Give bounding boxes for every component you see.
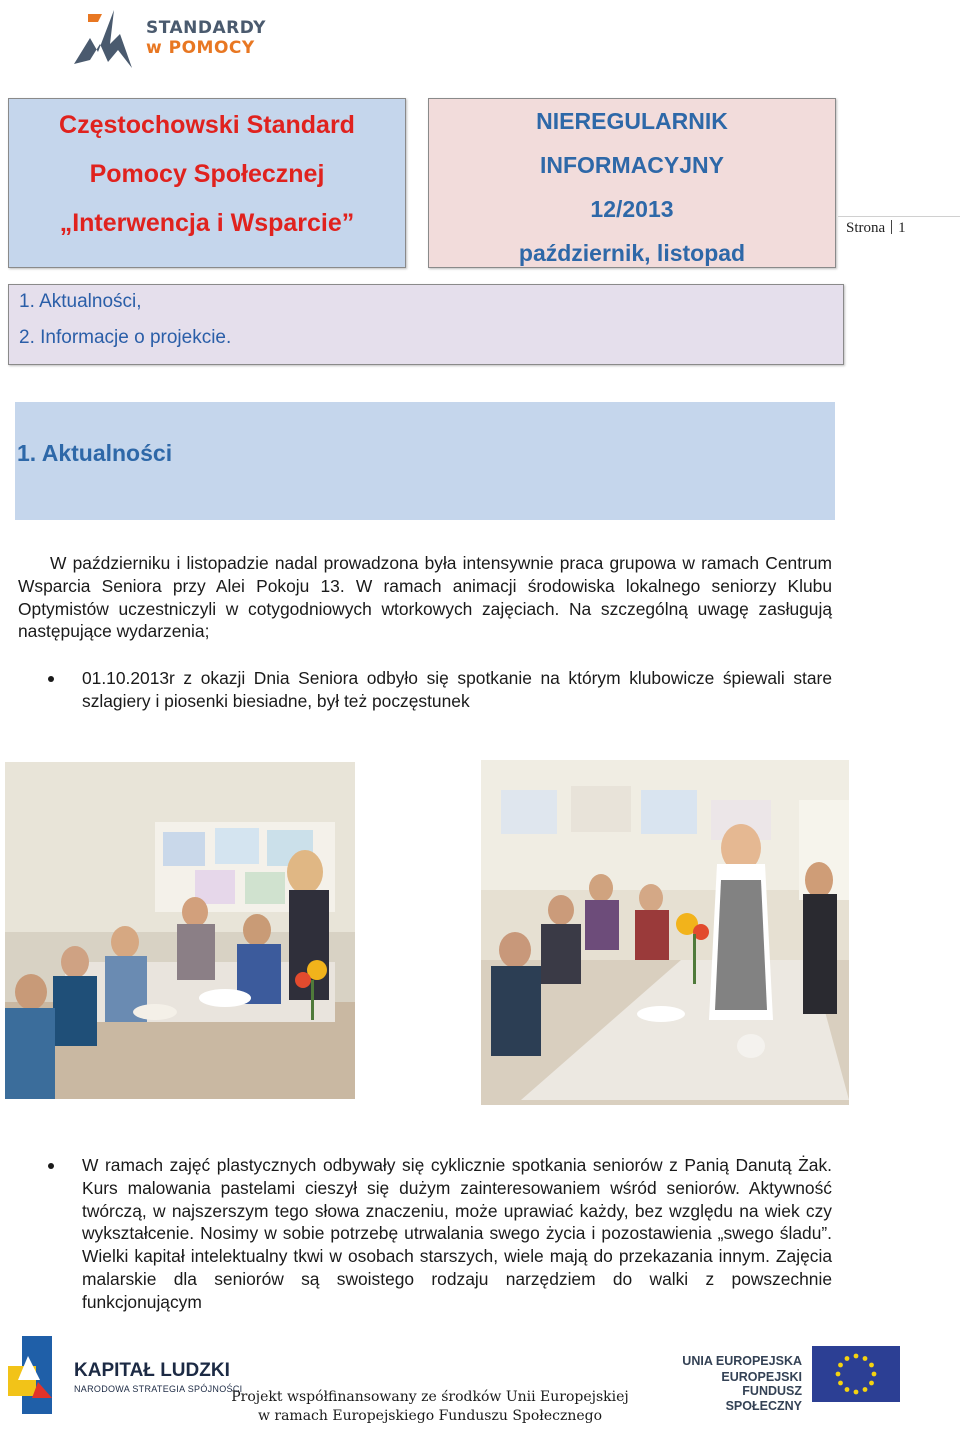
eu-logo: [680, 1344, 900, 1413]
eu-line2: EUROPEJSKI: [721, 1370, 802, 1384]
page-number-label: Strona: [846, 220, 886, 236]
photo-seniors-meeting-2: [481, 760, 849, 1105]
bullet-icon: [48, 676, 54, 682]
project-funding-line2: w ramach Europejskiego Funduszu Społecznego: [257, 1408, 603, 1424]
section-heading: 1. Aktualności: [17, 440, 173, 466]
intro-paragraph: W październiku i listopadzie nadal prowadzona była intensywnie praca grupowa w ramach Centrum Wsparcia Seniora przy Alei Pokoju 13. W ramach animacji środowiska lokalnego seniorzy Klubu Optymistów uczestniczyli w cotygodniowych wtorkowych zajęciach. Na szczególną uwagę zasługują następujące wydarzenia;: [18, 553, 832, 642]
standardy-logo: [68, 4, 268, 72]
page-number: [846, 220, 906, 237]
newsletter-title-box: [8, 98, 406, 268]
project-funding-line1: Projekt współfinansowany ze środków Unii Europejskiej: [231, 1389, 629, 1405]
logo-line1: STANDARDY: [146, 18, 266, 38]
issue-info-box: [428, 98, 836, 268]
section-heading-box: [15, 402, 835, 520]
logo-line2: w POMOCY: [146, 38, 255, 58]
eu-flag-icon: [812, 1346, 900, 1402]
toc-item[interactable]: 2. Informacje o projekcie.: [19, 327, 232, 348]
page-number-separator: [891, 220, 892, 234]
bullet-text: W ramach zajęć plastycznych odbywały się cyklicznie spotkania seniorów z Panią Danutą Żak. Kurs malowania pastelami cieszył się dużym zainteresowaniem wśród seniorów. Aktywność twórczą, w najszerszym tego słowa znaczeniu, może uprawiać każdy, bez względu na wiek czy wykształcenie. Nosimy w sobie potrzebę utrwalania swego życia i pozostawienia „swego śladu”. Wielki kapitał intelektualny tkwi w osobach starszych, wiele mają do przekazania innym. Zajęcia malarskie dla seniorów są swoistego rodzaju narzędziem do walki z powszechnie funkcjonującym: [82, 1155, 832, 1312]
bullet-text: 01.10.2013r z okazji Dnia Seniora odbyło się spotkanie na którym klubowicze śpiewali stare szlagiery i piosenki biesiadne, był też poczęstunek: [82, 668, 832, 711]
page-number-rule: [838, 216, 960, 217]
table-of-contents: [8, 284, 844, 365]
issue-months: październik, listopad: [518, 240, 746, 266]
kapital-ludzki-icon: [8, 1336, 66, 1414]
list-item: [48, 1154, 832, 1314]
title-left-line1: Częstochowski Standard: [59, 111, 355, 139]
eu-line1: UNIA EUROPEJSKA: [682, 1354, 802, 1368]
toc-item[interactable]: 1. Aktualności,: [19, 291, 142, 312]
eu-line3: FUNDUSZ SPOŁECZNY: [725, 1384, 802, 1413]
standardy-logo-icon: [68, 4, 138, 72]
issue-label: NIEREGULARNIK: [536, 108, 728, 134]
project-funding-note: [220, 1388, 640, 1426]
title-left-line3: „Interwencja i Wsparcie”: [59, 209, 355, 237]
issue-label2: INFORMACYJNY: [539, 152, 724, 178]
bullet-icon: [48, 1163, 54, 1169]
list-item: [48, 667, 832, 713]
kapital-ludzki-logo: [8, 1336, 243, 1416]
photo-seniors-meeting-1: [5, 762, 355, 1099]
title-left-line2: Pomocy Społecznej: [89, 160, 325, 188]
page-number-value: 1: [898, 220, 906, 236]
issue-number: 12/2013: [590, 196, 674, 222]
kapital-ludzki-subtitle: NARODOWA STRATEGIA SPÓJNOŚCI: [74, 1384, 243, 1394]
kapital-ludzki-title: KAPITAŁ LUDZKI: [74, 1360, 230, 1381]
